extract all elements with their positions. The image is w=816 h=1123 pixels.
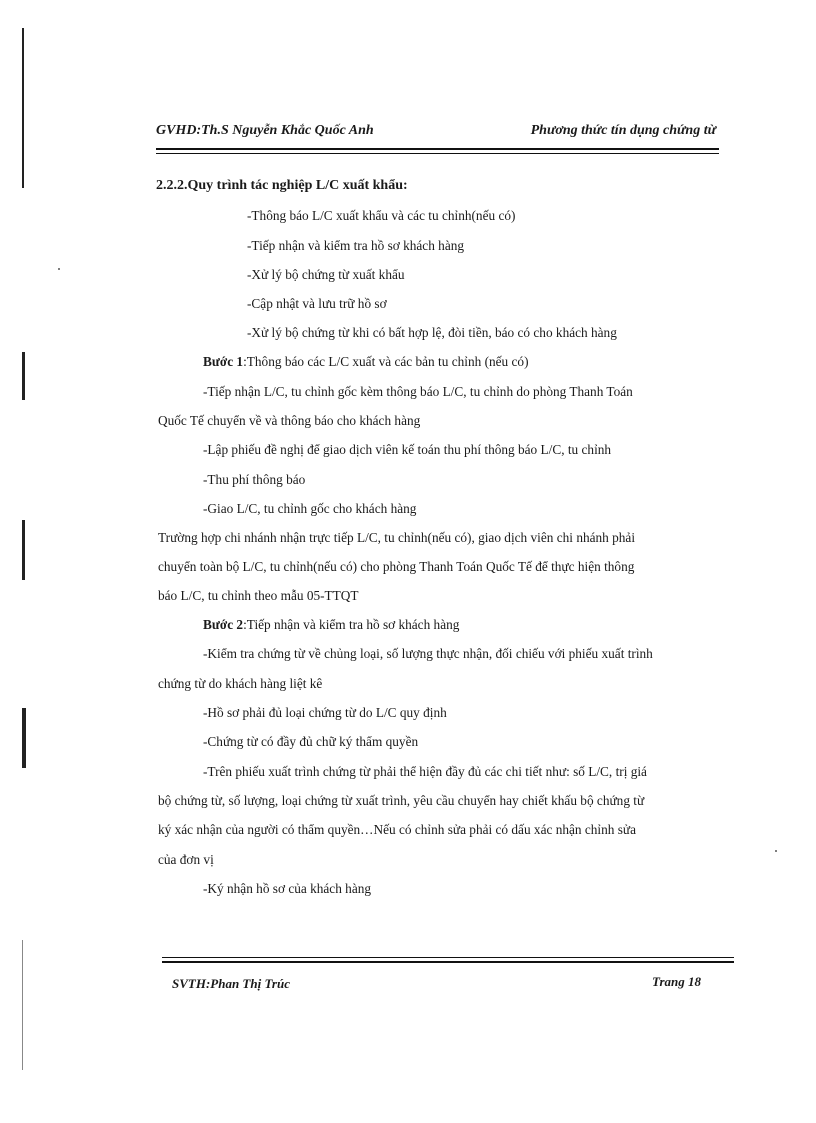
step1-title: :Thông báo các L/C xuất và các bản tu chỉnh (nếu có): [243, 354, 529, 369]
step2-heading: [203, 618, 459, 631]
header-author: GVHD:Th.S Nguyễn Khắc Quốc Anh: [156, 123, 374, 138]
step2-line: -Hồ sơ phải đủ loại chứng từ do L/C quy định: [203, 705, 447, 720]
step2-line: của đơn vị: [158, 852, 214, 867]
overview-item: -Tiếp nhận và kiểm tra hồ sơ khách hàng: [247, 238, 465, 253]
step1-label: Bước 1: [203, 354, 244, 369]
step1-line: Trường hợp chi nhánh nhận trực tiếp L/C, tu chỉnh(nếu có), giao dịch viên chi nhánh phải: [158, 530, 636, 545]
footer-rule-thick: [162, 961, 734, 963]
step1-line: Quốc Tế chuyển về và thông báo cho khách hàng: [158, 413, 421, 428]
step2-line: -Ký nhận hồ sơ của khách hàng: [203, 881, 372, 896]
step2-title: :Tiếp nhận và kiểm tra hồ sơ khách hàng: [243, 617, 460, 632]
overview-item: -Thông báo L/C xuất khẩu và các tu chỉnh(nếu có): [247, 208, 516, 223]
step2-line: bộ chứng từ, số lượng, loại chứng từ xuất trình, yêu cầu chuyển hay chiết khấu bộ chứng từ: [158, 793, 645, 808]
step1-line: -Lập phiếu đề nghị để giao dịch viên kế toán thu phí thông báo L/C, tu chỉnh: [203, 442, 612, 457]
step1-line: báo L/C, tu chỉnh theo mẫu 05-TTQT: [158, 588, 359, 603]
step1-line: chuyển toàn bộ L/C, tu chỉnh(nếu có) cho phòng Thanh Toán Quốc Tế để thực hiện thông: [158, 559, 635, 574]
scan-speck: [58, 268, 60, 270]
page-number: Trang 18: [652, 974, 701, 989]
step2-line: -Trên phiếu xuất trình chứng từ phải thể hiện đầy đủ các chi tiết như: số L/C, trị giá: [203, 764, 647, 779]
step2-label: Bước 2: [203, 617, 244, 632]
step2-line: -Kiểm tra chứng từ về chủng loại, số lượng thực nhận, đối chiếu với phiếu xuất trình: [203, 646, 653, 661]
scan-edge-mark: [22, 28, 24, 188]
scan-edge-mark: [22, 940, 23, 1070]
step1-line: -Giao L/C, tu chỉnh gốc cho khách hàng: [203, 501, 417, 516]
scan-edge-mark: [22, 520, 25, 580]
step1-heading: [203, 355, 529, 368]
section-title: 2.2.2.Quy trình tác nghiệp L/C xuất khẩu:: [156, 178, 408, 193]
overview-item: -Xử lý bộ chứng từ khi có bất hợp lệ, đòi tiền, báo có cho khách hàng: [247, 325, 617, 340]
step2-line: chứng từ do khách hàng liệt kê: [158, 676, 323, 691]
scan-speck: [775, 850, 777, 852]
step2-line: ký xác nhận của người có thẩm quyền…Nếu có chỉnh sửa phải có dấu xác nhận chỉnh sửa: [158, 822, 637, 837]
scan-edge-mark: [22, 708, 26, 768]
step1-line: -Tiếp nhận L/C, tu chỉnh gốc kèm thông báo L/C, tu chỉnh do phòng Thanh Toán: [203, 384, 633, 399]
overview-item: -Cập nhật và lưu trữ hồ sơ: [247, 296, 387, 311]
header-rule-thin: [156, 153, 719, 154]
header-rule-thick: [156, 148, 719, 150]
header-chapter-title: Phương thức tín dụng chứng từ: [530, 123, 716, 138]
footer-rule-thin: [162, 957, 734, 958]
step1-line: -Thu phí thông báo: [203, 472, 306, 487]
scan-edge-mark: [22, 352, 25, 400]
overview-item: -Xử lý bộ chứng từ xuất khẩu: [247, 267, 405, 282]
step2-line: -Chứng từ có đầy đủ chữ ký thẩm quyền: [203, 734, 419, 749]
footer-student: SVTH:Phan Thị Trúc: [172, 976, 290, 991]
